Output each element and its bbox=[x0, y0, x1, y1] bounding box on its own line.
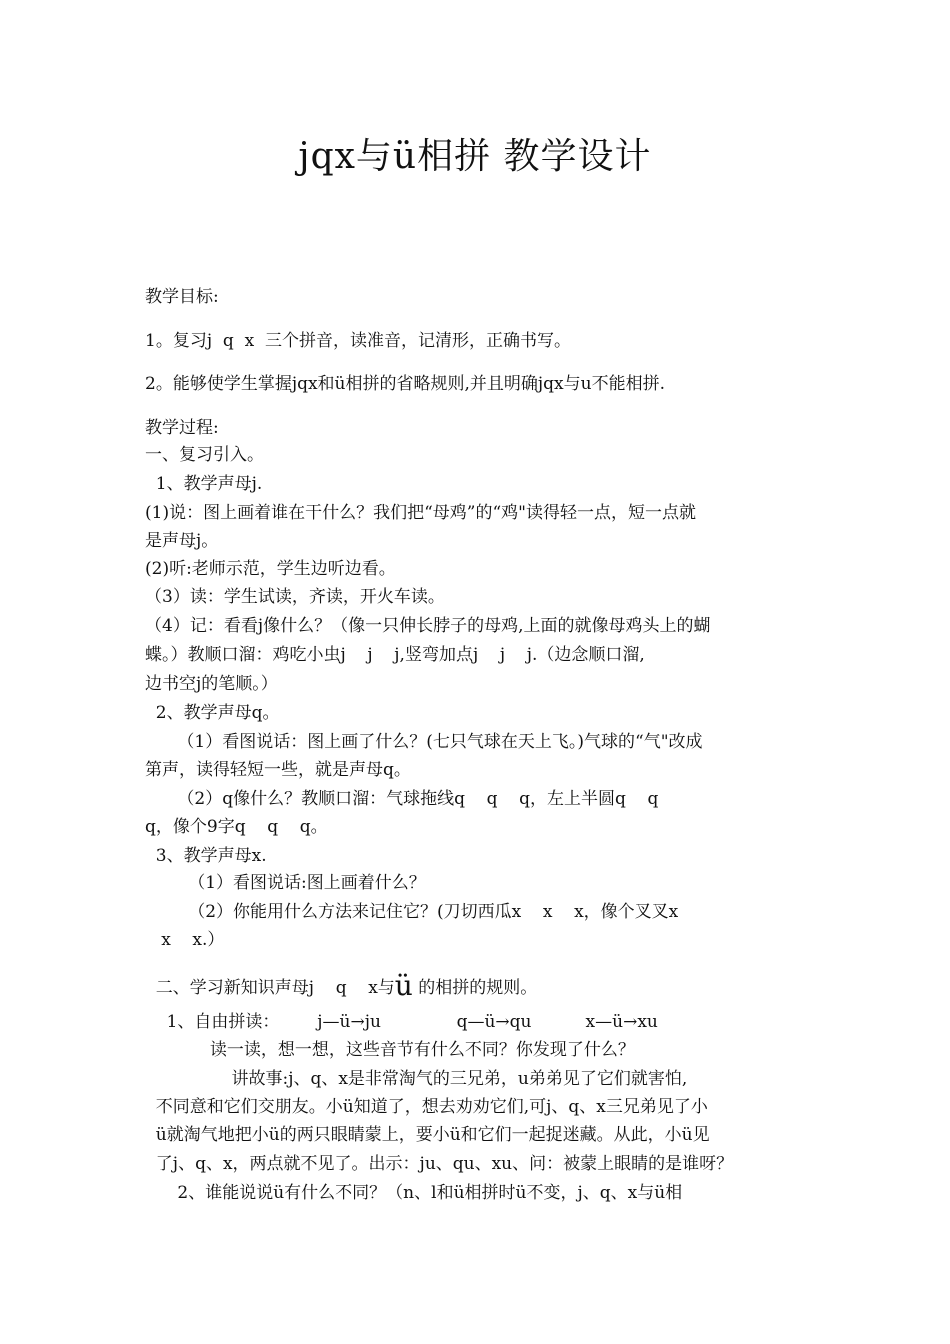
paragraph-line: 边书空j的笔顺。） bbox=[145, 674, 278, 694]
section-2-item-2: 2、谁能说说ü有什么不同？（n、l和ü相拼时ü不变，j、q、x与ü相 bbox=[145, 1183, 683, 1203]
paragraph-line: (2)听:老师示范，学生边听边看。 bbox=[145, 559, 396, 579]
paragraph-line: 不同意和它们交朋友。小ü知道了，想去劝劝它们,可j、q、x三兄弟见了小 bbox=[145, 1097, 708, 1117]
section-1-item-1: 1、教学声母j. bbox=[145, 474, 263, 494]
paragraph-line: x x.） bbox=[145, 930, 225, 950]
paragraph-line: (1)说：图上画着谁在干什么？我们把“母鸡”的“鸡"读得轻一点，短一点就 bbox=[145, 503, 696, 523]
section-2-heading bbox=[145, 969, 538, 1002]
paragraph-line: （2）q像什么？教顺口溜：气球拖线q q q，左上半圆q q bbox=[145, 789, 659, 809]
paragraph-line: 讲故事:j、q、x是非常淘气的三兄弟，u弟弟见了它们就害怕, bbox=[145, 1069, 688, 1089]
paragraph-line: （1）看图说话:图上画着什么？ bbox=[145, 873, 426, 893]
goal-item-1: 1。复习j q x 三个拼音，读准音，记清形，正确书写。 bbox=[145, 331, 571, 351]
paragraph-line: （4）记：看看j像什么？（像一只伸长脖子的母鸡,上面的就像母鸡头上的蝴 bbox=[145, 616, 711, 636]
section-1-item-3: 3、教学声母x. bbox=[145, 846, 267, 866]
section-1-heading: 一、复习引入。 bbox=[145, 445, 264, 465]
paragraph-line: 是声母j。 bbox=[145, 531, 219, 551]
document-title: jqx与ü相拼 教学设计 bbox=[298, 136, 652, 177]
paragraph-line: （2）你能用什么方法来记住它？(刀切西瓜x x x，像个叉叉x bbox=[145, 902, 679, 922]
section-2-heading-text: 二、学习新知识声母j q x与 bbox=[145, 978, 395, 998]
paragraph-line: ü就淘气地把小ü的两只眼睛蒙上，要小ü和它们一起捉迷藏。从此，小ü见 bbox=[145, 1125, 710, 1145]
paragraph-line: 蝶。）教顺口溜：鸡吃小虫j j j,竖弯加点j j j.（边念顺口溜, bbox=[145, 645, 645, 665]
paragraph-line: q，像个9字q q q。 bbox=[145, 817, 328, 837]
heading-teaching-goals: 教学目标: bbox=[145, 287, 219, 307]
paragraph-line: （1）看图说话：图上画了什么？(七只气球在天上飞。)气球的“气"改成 bbox=[145, 732, 703, 752]
heading-teaching-process: 教学过程: bbox=[145, 418, 219, 438]
section-2-item-1: 1、自由拼读： j—ü→ju q—ü→qu x—ü→xu bbox=[145, 1012, 658, 1032]
u-umlaut-glyph: ü bbox=[394, 969, 413, 1002]
section-1-item-2: 2、教学声母q。 bbox=[145, 703, 280, 723]
paragraph-line: 了j、q、x，两点就不见了。出示：ju、qu、xu、问：被蒙上眼睛的是谁呀？ bbox=[145, 1154, 734, 1174]
goal-item-2: 2。能够使学生掌握jqx和ü相拼的省略规则,并且明确jqx与u不能相拼. bbox=[145, 374, 666, 394]
paragraph-line: 读一读，想一想，这些音节有什么不同？你发现了什么？ bbox=[145, 1040, 635, 1060]
paragraph-line: （3）读：学生试读，齐读，开火车读。 bbox=[145, 587, 445, 607]
paragraph-line: 第声，读得轻短一些，就是声母q。 bbox=[145, 760, 411, 780]
section-2-heading-tail: 的相拼的规则。 bbox=[412, 978, 538, 998]
